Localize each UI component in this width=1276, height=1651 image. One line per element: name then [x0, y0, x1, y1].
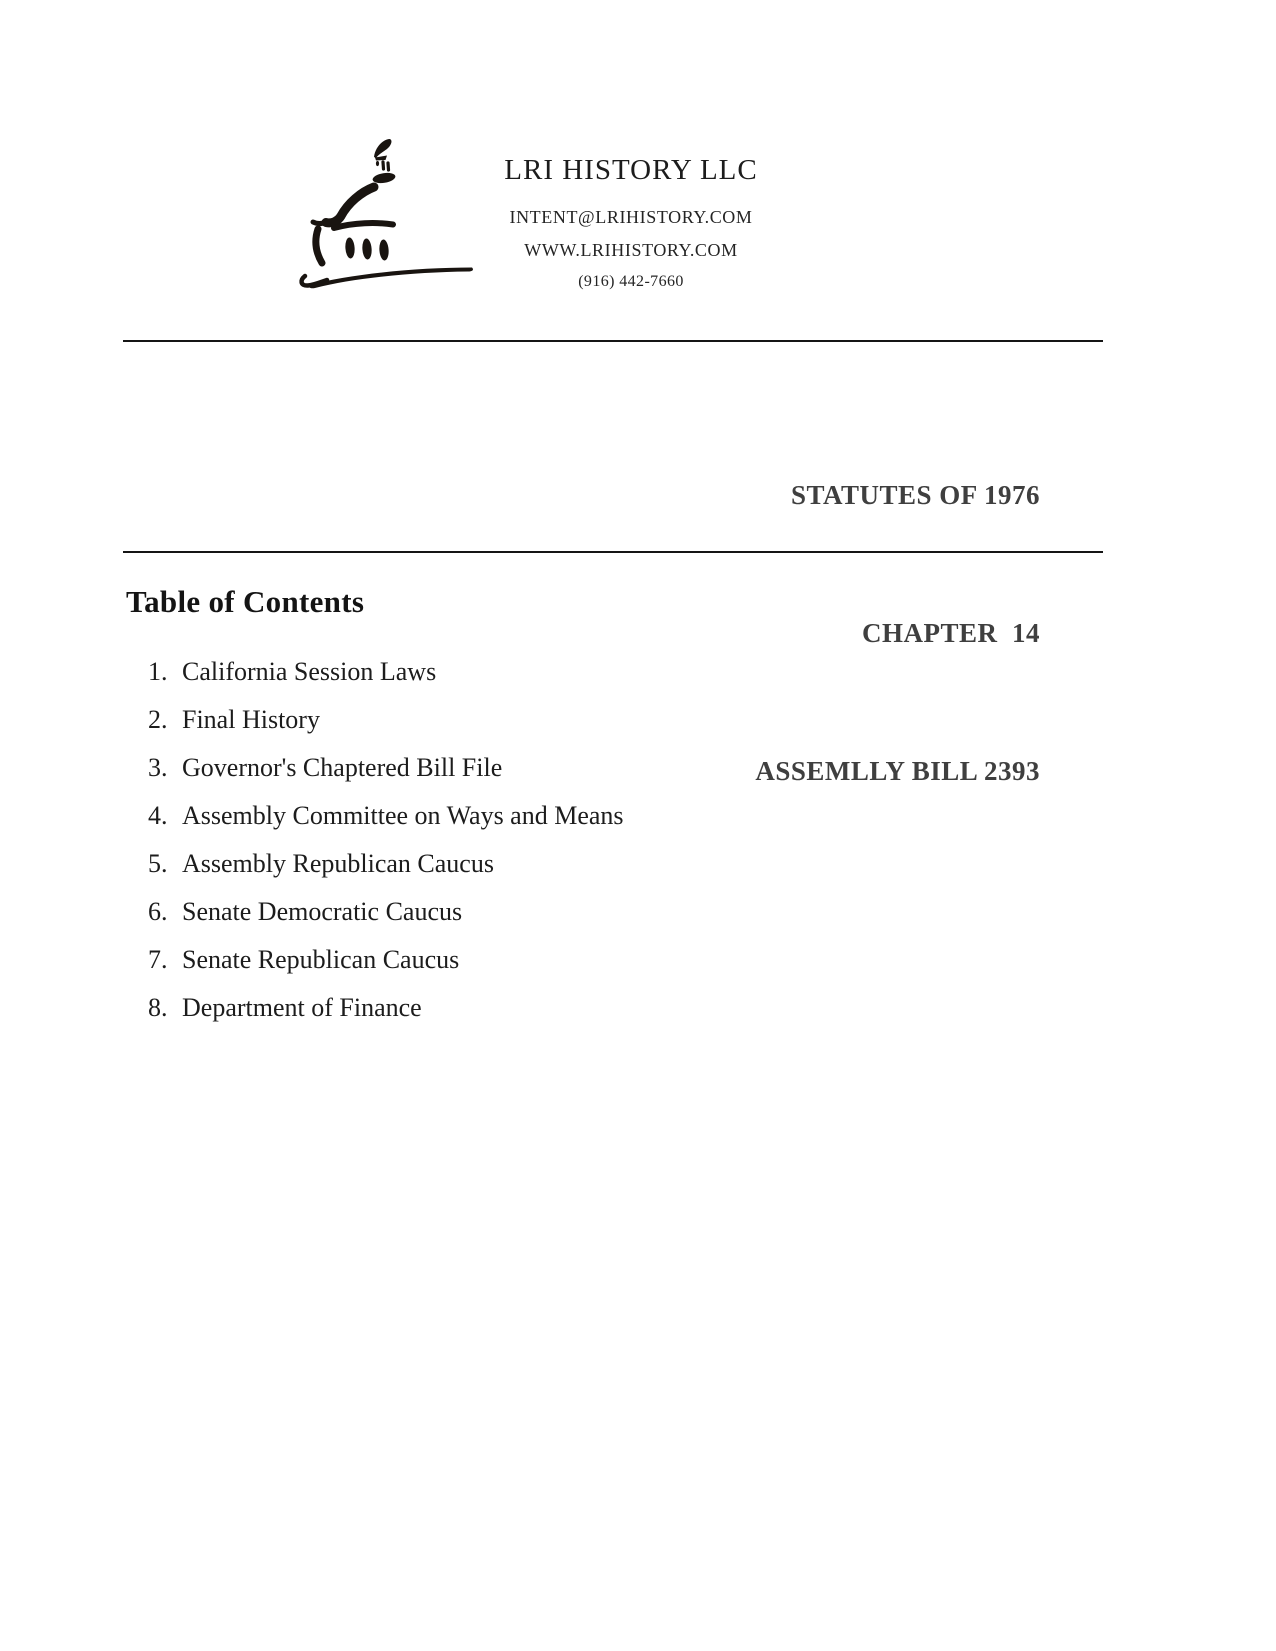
divider-top [123, 340, 1103, 342]
company-email: INTENT@LRIHISTORY.COM [509, 207, 753, 227]
toc-item-label: Department of Finance [182, 993, 422, 1022]
toc-item-label: Assembly Republican Caucus [182, 849, 494, 878]
toc-list [148, 657, 624, 1041]
toc-item-number: 4. [148, 801, 168, 830]
toc-item [148, 897, 624, 926]
toc-item-label: California Session Laws [182, 657, 437, 686]
toc-item-number: 5. [148, 849, 168, 878]
toc-item [148, 705, 624, 734]
toc-item [148, 945, 624, 974]
toc-item-number: 3. [148, 753, 168, 782]
toc-item [148, 657, 624, 686]
toc-item-label: Senate Democratic Caucus [182, 897, 463, 926]
toc-item-label: Senate Republican Caucus [182, 945, 460, 974]
letterhead [445, 154, 817, 299]
bill-line: ASSEMLLY BILL 2393 [755, 756, 1040, 786]
toc-item-number: 7. [148, 945, 168, 974]
toc-item-number: 2. [148, 705, 168, 734]
company-website: WWW.LRIHISTORY.COM [524, 239, 738, 260]
toc-item [148, 753, 624, 782]
toc-item [148, 993, 624, 1022]
toc-item-label: Assembly Committee on Ways and Means [182, 801, 624, 830]
toc-item [148, 849, 624, 878]
chapter-line: CHAPTER 14 [861, 618, 1040, 648]
statutes-title-block [755, 380, 1040, 886]
statutes-line: STATUTES OF 1976 [790, 480, 1040, 510]
toc-item-number: 1. [148, 657, 168, 686]
toc-item-label: Governor's Chaptered Bill File [182, 753, 503, 782]
toc-item-number: 8. [148, 993, 168, 1022]
toc-item [148, 801, 624, 830]
toc-heading: Table of Contents [126, 584, 365, 619]
toc-item-label: Final History [182, 705, 320, 734]
company-name: LRI HISTORY LLC [504, 154, 758, 186]
toc-item-number: 6. [148, 897, 168, 926]
company-phone: (916) 442-7660 [578, 273, 684, 290]
